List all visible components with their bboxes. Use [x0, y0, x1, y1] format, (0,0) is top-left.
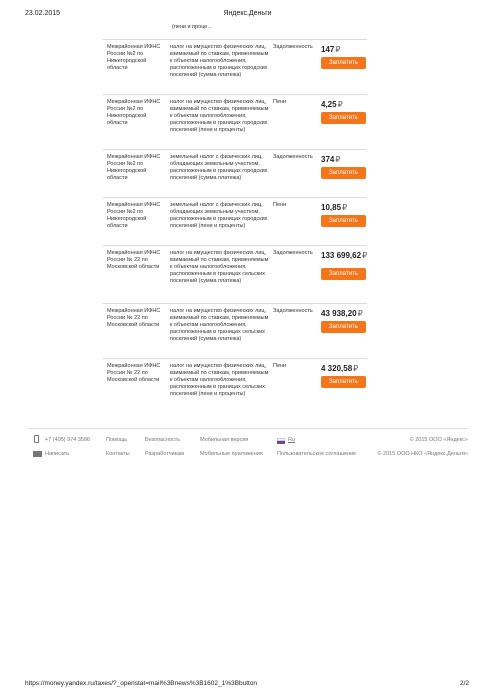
- amount-value: 4,25: [321, 100, 337, 109]
- ruble-sign: ₽: [335, 45, 341, 54]
- truncated-description: (пени и проце...: [172, 24, 212, 30]
- amount-value: 43 938,20: [321, 309, 357, 318]
- tax-row: [103, 245, 367, 303]
- tax-list: [103, 39, 367, 413]
- pay-button[interactable]: Заплатить: [321, 376, 366, 388]
- mobile-apps-link[interactable]: Мобильные приложения: [200, 451, 263, 457]
- tax-row: [103, 358, 367, 413]
- amount-value: 374: [321, 155, 335, 164]
- amount-value: 10,85: [321, 203, 342, 212]
- tax-row: [103, 149, 367, 197]
- language-switch[interactable]: Ru: [288, 437, 296, 443]
- tax-authority: Межрайонная ИФНС России №2 по Нижегородской области: [107, 202, 161, 229]
- pay-button[interactable]: Заплатить: [321, 167, 366, 179]
- amount-value: 147: [321, 45, 335, 54]
- payment-type: Задолженность: [273, 154, 313, 160]
- amount: [321, 155, 340, 164]
- tax-row: [103, 197, 367, 245]
- amount: [321, 309, 363, 318]
- tax-row: [103, 94, 367, 149]
- tax-description: налог на имущество физических лиц, взимаемый по ставкам, применяемым к объектам налогообложения, расположенным в границах сельских поселений (сумма платежа): [170, 308, 269, 342]
- amount: [321, 251, 367, 260]
- tax-authority: Межрайонная ИФНС России №2 по Нижегородской области: [107, 44, 161, 71]
- amount: [321, 203, 347, 212]
- payment-type: Пени: [273, 99, 287, 105]
- payment-type: Пени: [273, 202, 287, 208]
- tax-description: налог на имущество физических лиц, взимаемый по ставкам, применяемым к объектам налогообложения, расположенным в границах сельских поселений (сумма платежа): [170, 250, 269, 284]
- tax-row: [103, 39, 367, 94]
- copyright-yandex-money: © 2015 ООО НКО «Яндекс.Деньги»: [377, 451, 468, 457]
- print-url: https://money.yandex.ru/taxes/?_openstat=mail%3Bnews%3B1602_1%3Bbutton: [25, 680, 258, 687]
- ruble-sign: ₽: [357, 309, 363, 318]
- tax-description: налог на имущество физических лиц, взимаемый по ставкам, применяемым к объектам налогообложения, расположенным в границах сельских поселений (пени и проценты): [170, 363, 269, 397]
- payment-type: Задолженность: [273, 308, 313, 314]
- mobile-version-link[interactable]: Мобильная версия: [200, 437, 249, 443]
- payment-type: Задолженность: [273, 44, 313, 50]
- tax-authority: Межрайонная ИФНС России № 22 по Московской области: [107, 250, 161, 270]
- site-footer: [28, 428, 468, 463]
- russia-flag-icon: [277, 438, 285, 444]
- amount: [321, 45, 340, 54]
- security-link[interactable]: Безопасность: [145, 437, 181, 443]
- write-link[interactable]: Написать: [45, 451, 70, 457]
- ruble-sign: ₽: [337, 100, 343, 109]
- tax-description: земельный налог с физических лиц, обладающих земельным участком, расположенным в границах городских поселений (пени и проценты): [170, 202, 268, 229]
- tax-authority: Межрайонная ИФНС России № 22 по Московской области: [107, 308, 161, 328]
- pay-button[interactable]: Заплатить: [321, 112, 366, 124]
- developers-link[interactable]: Разработчикам: [145, 451, 185, 457]
- print-date: 23.02.2015: [25, 10, 61, 17]
- pay-button[interactable]: Заплатить: [321, 215, 366, 227]
- ruble-sign: ₽: [353, 364, 359, 373]
- tax-authority: Межрайонная ИФНС России №2 по Нижегородской области: [107, 154, 161, 181]
- print-page-number: 2/2: [459, 680, 469, 687]
- payment-type: Пени: [273, 363, 287, 369]
- print-title: Яндекс.Деньги: [223, 10, 272, 17]
- tax-description: земельный налог с физических лиц, обладающих земельным участком, расположенным в границах городских поселений (сумма платежа): [170, 154, 268, 181]
- amount: [321, 100, 343, 109]
- amount: [321, 364, 358, 373]
- flag-stripe-red: [277, 443, 285, 444]
- pay-button[interactable]: Заплатить: [321, 268, 366, 280]
- mail-icon: [33, 451, 42, 457]
- phone-icon: [34, 435, 39, 443]
- tax-authority: Межрайонная ИФНС России №2 по Нижегородской области: [107, 99, 161, 126]
- tax-description: налог на имущество физических лиц, взимаемый по ставкам, применяемым к объектам налогообложения, расположенным в границах городских поселений (сумма платежа): [170, 44, 269, 78]
- pay-button[interactable]: Заплатить: [321, 321, 366, 333]
- amount-value: 133 699,62: [321, 251, 362, 260]
- payment-type: Задолженность: [273, 250, 313, 256]
- support-phone: +7 (495) 974 3586: [45, 437, 91, 443]
- user-agreement-link[interactable]: Пользовательское соглашение: [277, 451, 357, 457]
- help-link[interactable]: Помощь: [106, 437, 128, 443]
- tax-description: налог на имущество физических лиц, взимаемый по ставкам, применяемым к объектам налогообложения, расположенным в границах городских поселений (пени и проценты): [170, 99, 269, 133]
- ruble-sign: ₽: [342, 203, 348, 212]
- pay-button[interactable]: Заплатить: [321, 57, 366, 69]
- ruble-sign: ₽: [362, 251, 368, 260]
- copyright-yandex: © 2015 ООО «Яндекс»: [409, 437, 468, 443]
- contacts-link[interactable]: Контакты: [106, 451, 130, 457]
- amount-value: 4 320,58: [321, 364, 353, 373]
- ruble-sign: ₽: [335, 155, 341, 164]
- tax-row: [103, 303, 367, 358]
- tax-authority: Межрайонная ИФНС России № 22 по Московской области: [107, 363, 161, 383]
